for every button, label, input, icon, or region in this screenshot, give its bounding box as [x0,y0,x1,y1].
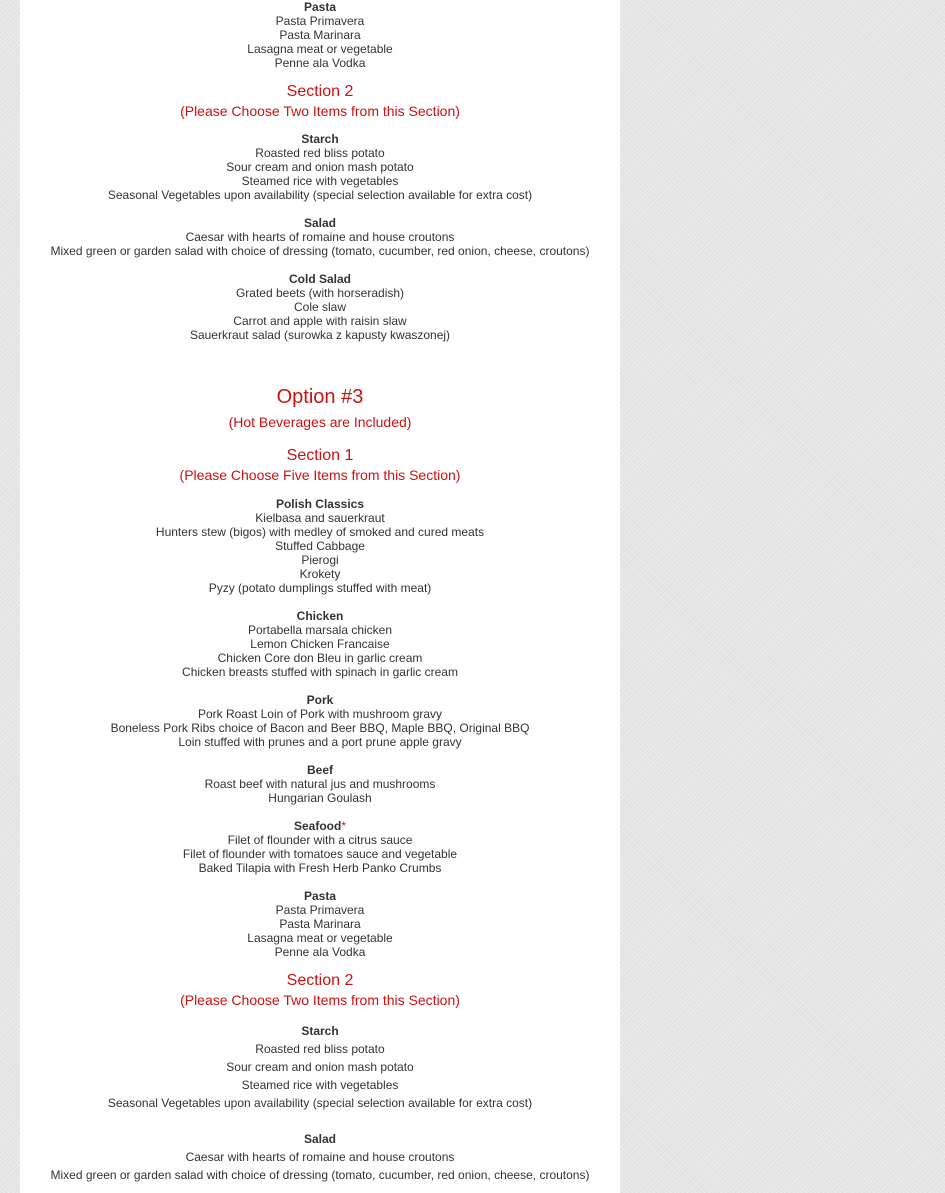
menu-item: Pork Roast Loin of Pork with mushroom gravy [197,707,443,721]
menu-item: Boneless Pork Ribs choice of Bacon and Beer BBQ, Maple BBQ, Original BBQ [110,721,530,735]
menu-item: Pasta Primavera [275,903,365,917]
menu-item: Chicken breasts stuffed with spinach in garlic cream [182,665,458,679]
polish-classics-heading: Polish Classics [275,497,365,511]
beef-heading: Beef [306,763,333,777]
section-1-subtitle: (Please Choose Five Items from this Section) [179,467,461,483]
menu-item: Lemon Chicken Francaise [250,637,390,651]
menu-item: Penne ala Vodka [274,945,366,959]
menu-item: Loin stuffed with prunes and a port prune apple gravy [178,735,462,749]
menu-item: Sour cream and onion mash potato [226,1060,414,1074]
menu-item: Pierogi [301,553,339,567]
menu-item: Pasta Primavera [275,14,365,28]
menu-item: Krokety [299,567,341,581]
menu-item: Steamed rice with vegetables [241,1078,399,1092]
menu-item: Sour cream and onion mash potato [226,160,414,174]
menu-item: Roasted red bliss potato [255,1042,385,1056]
menu-item: Steamed rice with vegetables [241,174,399,188]
menu-item: Caesar with hearts of romaine and house croutons [185,230,455,244]
menu-item: Carrot and apple with raisin slaw [233,314,407,328]
menu-item: Lasagna meat or vegetable [247,42,393,56]
menu-item: Lasagna meat or vegetable [247,931,393,945]
pasta-heading: Pasta [303,889,337,903]
menu-item: Sauerkraut salad (surowka z kapusty kwaszonej) [189,328,451,342]
menu-item: Filet of flounder with a citrus sauce [227,833,413,847]
menu-item: Pasta Marinara [279,28,361,42]
seafood-asterisk: * [341,819,346,833]
menu-item: Pasta Marinara [279,917,361,931]
option-3-title: Option #3 [276,386,364,408]
seafood-heading: Seafood [293,819,342,833]
starch-heading: Starch [301,132,339,146]
menu-item: Stuffed Cabbage [275,539,365,553]
salad-heading: Salad [303,1132,336,1146]
section-2-subtitle: (Please Choose Two Items from this Section) [180,103,460,119]
menu-item: Seasonal Vegetables upon availability (special selection available for extra cost) [107,188,533,202]
pork-heading: Pork [306,693,334,707]
section-2-title: Section 2 [286,972,354,989]
section-1-title: Section 1 [286,447,354,464]
salad-heading: Salad [303,216,336,230]
menu-item: Pyzy (potato dumplings stuffed with meat) [208,581,432,595]
menu-item: Portabella marsala chicken [247,623,393,637]
menu-item: Kielbasa and sauerkraut [255,511,385,525]
menu-content-panel [20,0,620,1193]
menu-item: Hunters stew (bigos) with medley of smoked and cured meats [155,525,485,539]
menu-item: Filet of flounder with tomatoes sauce and vegetable [182,847,458,861]
menu-item: Roast beef with natural jus and mushrooms [204,777,436,791]
seafood-heading-line [20,819,620,833]
menu-item: Grated beets (with horseradish) [235,286,405,300]
menu-item: Baked Tilapia with Fresh Herb Panko Crumbs [198,861,442,875]
menu-item: Mixed green or garden salad with choice of dressing (tomato, cucumber, red onion, cheese, croutons) [50,244,590,258]
menu-item: Caesar with hearts of romaine and house croutons [185,1150,455,1164]
menu-item: Hungarian Goulash [268,791,372,805]
pasta-heading: Pasta [303,0,337,14]
chicken-heading: Chicken [296,609,344,623]
menu-item: Roasted red bliss potato [255,146,385,160]
section-2-subtitle: (Please Choose Two Items from this Section) [180,992,460,1008]
menu-item: Penne ala Vodka [274,56,366,70]
menu-item: Seasonal Vegetables upon availability (special selection available for extra cost) [107,1096,533,1110]
section-2-title: Section 2 [286,83,354,100]
menu-item: Cole slaw [293,300,347,314]
starch-heading: Starch [301,1024,339,1038]
menu-item: Mixed green or garden salad with choice of dressing (tomato, cucumber, red onion, cheese, croutons) [50,1168,590,1182]
cold-salad-heading: Cold Salad [288,272,351,286]
menu-item: Chicken Core don Bleu in garlic cream [217,651,423,665]
option-3-subtitle: (Hot Beverages are Included) [228,414,412,430]
